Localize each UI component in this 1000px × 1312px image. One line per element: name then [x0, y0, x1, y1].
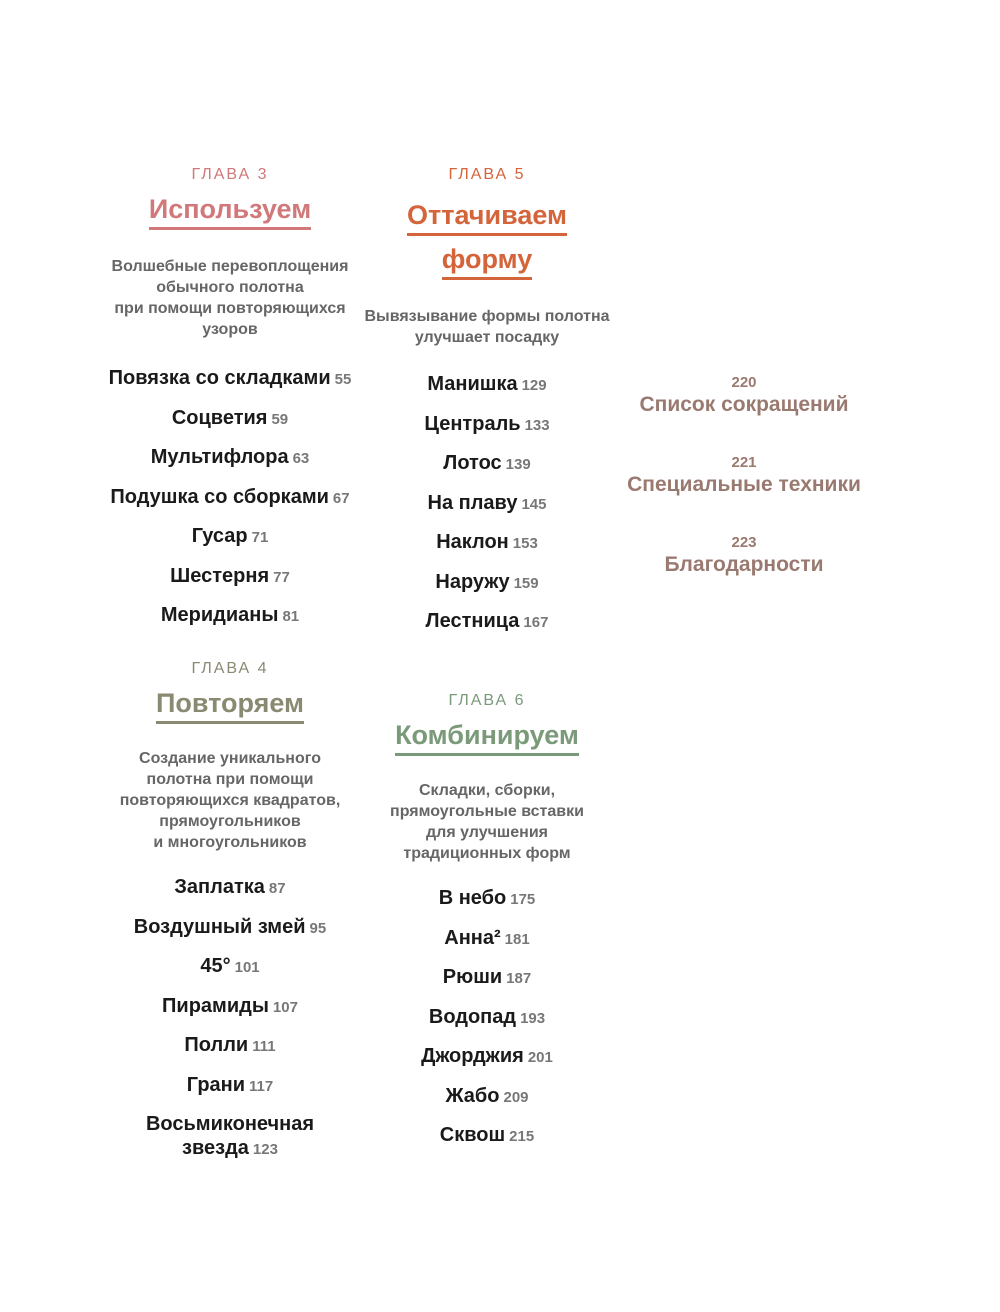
chapter-3-label: ГЛАВА 3 [191, 166, 269, 183]
toc-entry[interactable]: Заплатка 87 [174, 876, 286, 898]
toc-entry[interactable]: Гусар 71 [191, 525, 269, 547]
toc-entry[interactable]: Пирамиды 107 [162, 994, 298, 1017]
toc-entry[interactable]: Соцветия 59 [171, 406, 289, 429]
toc-entry[interactable]: Шестерня 77 [170, 564, 290, 587]
chapter-5-title-line1[interactable]: Оттачиваем [407, 200, 567, 236]
toc-entry[interactable]: Наклон 153 [436, 531, 538, 553]
page-number: 77 [273, 568, 290, 586]
appendix-item[interactable] [614, 454, 874, 498]
appendix-item[interactable] [614, 374, 874, 418]
page-number: 133 [524, 416, 550, 434]
chapter-6 [362, 692, 612, 1149]
page-number: 175 [510, 891, 536, 908]
chapter-6-title[interactable]: Комбинируем [395, 720, 579, 756]
toc-entry[interactable]: Наружу 159 [435, 570, 539, 593]
page-number: 193 [520, 1009, 546, 1027]
chapter-5-label: ГЛАВА 5 [448, 166, 526, 183]
page-number: 111 [252, 1038, 276, 1055]
toc-entry[interactable]: Анна² 181 [444, 926, 530, 949]
appendix [614, 374, 874, 578]
page-number: 123 [252, 1141, 278, 1158]
toc-entry[interactable]: Грани 117 [186, 1073, 274, 1096]
toc-entry[interactable]: звезда 123 [182, 1137, 278, 1159]
toc-entry[interactable]: Воздушный змей 95 [133, 915, 327, 938]
toc-entry[interactable]: Рюши 187 [442, 966, 532, 988]
page-number: 59 [271, 410, 289, 428]
page-number: 181 [504, 930, 530, 948]
page-number: 223 [731, 534, 757, 551]
page-number: 159 [513, 574, 539, 592]
toc-entry[interactable]: Сквош 215 [439, 1124, 535, 1146]
page-number: 101 [234, 959, 260, 976]
toc-entry[interactable]: 45° 101 [200, 955, 260, 977]
page-number: 187 [506, 970, 532, 987]
page-number: 81 [282, 608, 300, 625]
chapter-5-entries [362, 372, 612, 635]
chapter-5-description: Вывязывание формы полотна улучшает посадку [364, 308, 610, 346]
toc-entry[interactable]: В небо 175 [438, 887, 536, 909]
appendix-title: Специальные техники [627, 473, 861, 496]
page-number: 71 [251, 529, 269, 546]
page-number: 87 [268, 880, 286, 897]
toc-entry[interactable]: Лестница 167 [425, 610, 549, 632]
toc-entry[interactable]: Централь 133 [424, 412, 550, 435]
toc-entry[interactable]: На плаву 145 [427, 491, 547, 514]
page-number: 167 [523, 614, 549, 631]
chapter-6-description: Складки, сборки, прямоугольные вставки для улучшения традиционных форм [390, 782, 584, 862]
page-number: 55 [334, 371, 352, 388]
chapter-3-description: Волшебные перевоплощения обычного полотна при помощи повторяющихся узоров [111, 258, 349, 338]
page-number: 95 [309, 919, 327, 937]
chapter-6-label: ГЛАВА 6 [448, 692, 526, 709]
page-number: 67 [332, 489, 350, 507]
toc-entry[interactable]: Подушка со сборками 67 [110, 485, 350, 508]
page-number: 63 [292, 450, 310, 467]
page-number: 145 [521, 495, 547, 513]
toc-entry[interactable]: Жабо 209 [445, 1084, 529, 1107]
chapter-5 [362, 166, 612, 635]
page-number: 209 [503, 1088, 529, 1106]
chapter-4-title[interactable]: Повторяем [156, 688, 304, 724]
chapter-4-label: ГЛАВА 4 [191, 660, 269, 677]
chapter-3 [100, 166, 360, 629]
chapter-5-title-line2[interactable]: форму [442, 244, 533, 280]
toc-entry[interactable]: Манишка 129 [427, 373, 547, 395]
page-number: 215 [509, 1128, 535, 1145]
appendix-title: Список сокращений [639, 393, 849, 416]
page-number: 107 [272, 998, 298, 1016]
page-number: 139 [505, 456, 531, 473]
toc-entry[interactable]: Водопад 193 [428, 1005, 546, 1028]
page-number: 117 [249, 1077, 274, 1095]
page-number: 129 [521, 377, 547, 394]
chapter-4-entries [100, 875, 360, 1162]
toc-entry[interactable]: Мультифлора 63 [150, 446, 310, 468]
chapter-4 [100, 660, 360, 1162]
appendix-title: Благодарности [664, 553, 824, 576]
toc-entry[interactable]: Лотос 139 [443, 452, 531, 474]
toc-entry[interactable]: Полли 111 [184, 1034, 276, 1056]
page-number: 221 [731, 454, 757, 471]
appendix-item[interactable] [614, 534, 874, 578]
toc-entry[interactable]: Джорджия 201 [421, 1045, 553, 1067]
page-number: 153 [512, 535, 538, 552]
chapter-3-entries [100, 366, 360, 629]
toc-entry[interactable]: Повязка со складками 55 [108, 367, 352, 389]
chapter-6-entries [362, 886, 612, 1149]
chapter-3-title[interactable]: Используем [149, 194, 311, 230]
page-number: 201 [527, 1049, 553, 1066]
toc-entry[interactable]: Меридианы 81 [160, 604, 300, 626]
toc-entry[interactable]: Восьмиконечная [145, 1113, 315, 1135]
page-number: 220 [731, 374, 757, 391]
chapter-4-description: Создание уникального полотна при помощи повторяющихся квадратов, прямоугольников и многоугольников [119, 750, 341, 851]
